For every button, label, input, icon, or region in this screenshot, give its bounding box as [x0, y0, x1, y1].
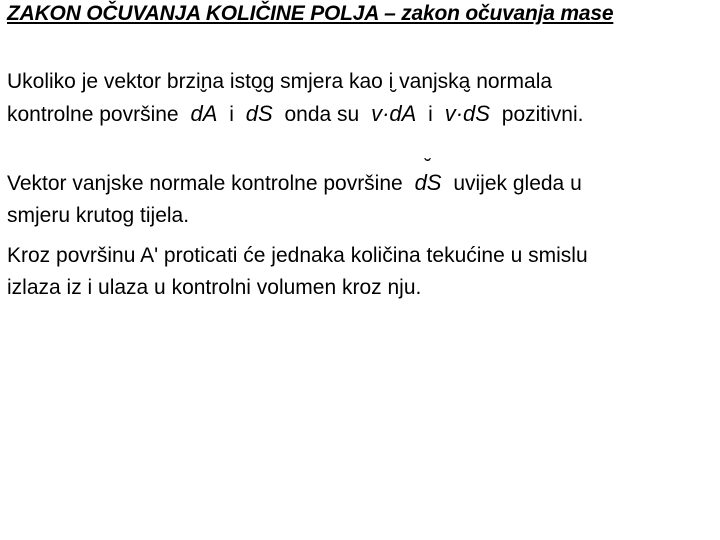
text-segment: onda su: [284, 103, 360, 126]
paragraph-line: Kroz površinu A' proticati će jednaka količina tekućine u smislu: [7, 244, 588, 267]
paragraph-positive-flux: [7, 66, 717, 131]
paragraph-line: smjeru krutog tijela.: [7, 204, 190, 227]
text-segment: i: [229, 103, 234, 126]
paragraph-line: Ukoliko je vektor brzina istog smjera kao i vanjska normala: [7, 70, 553, 93]
text-segment: i: [428, 103, 433, 126]
text-segment: kontrolne površine: [7, 103, 179, 126]
text-segment: pozitivni.: [501, 103, 584, 126]
math-dA: ˘ dA: [190, 98, 217, 130]
slide-title: ZAKON OČUVANJA KOLIČINE POLJA – zakon očuvanja mase: [7, 2, 614, 25]
math-dS: ˘ dS: [246, 98, 273, 130]
paragraph-line: [7, 167, 717, 200]
paragraph-line: izlaza iz i ulaza u kontrolni volumen kroz nju.: [7, 276, 422, 299]
math-v-dA: ˘ v·dA: [371, 98, 416, 130]
math-v-dS: ˘ v·dS: [445, 98, 490, 130]
text-segment: Vektor vanjske normale kontrolne površine: [7, 172, 403, 195]
text-segment: uvijek gleda u: [453, 172, 582, 195]
math-dS: ˘ dS: [415, 167, 442, 199]
paragraph-normal-vector: [7, 167, 717, 232]
paragraph-line: [7, 98, 717, 131]
paragraph-flow-through-surface: [7, 240, 717, 304]
